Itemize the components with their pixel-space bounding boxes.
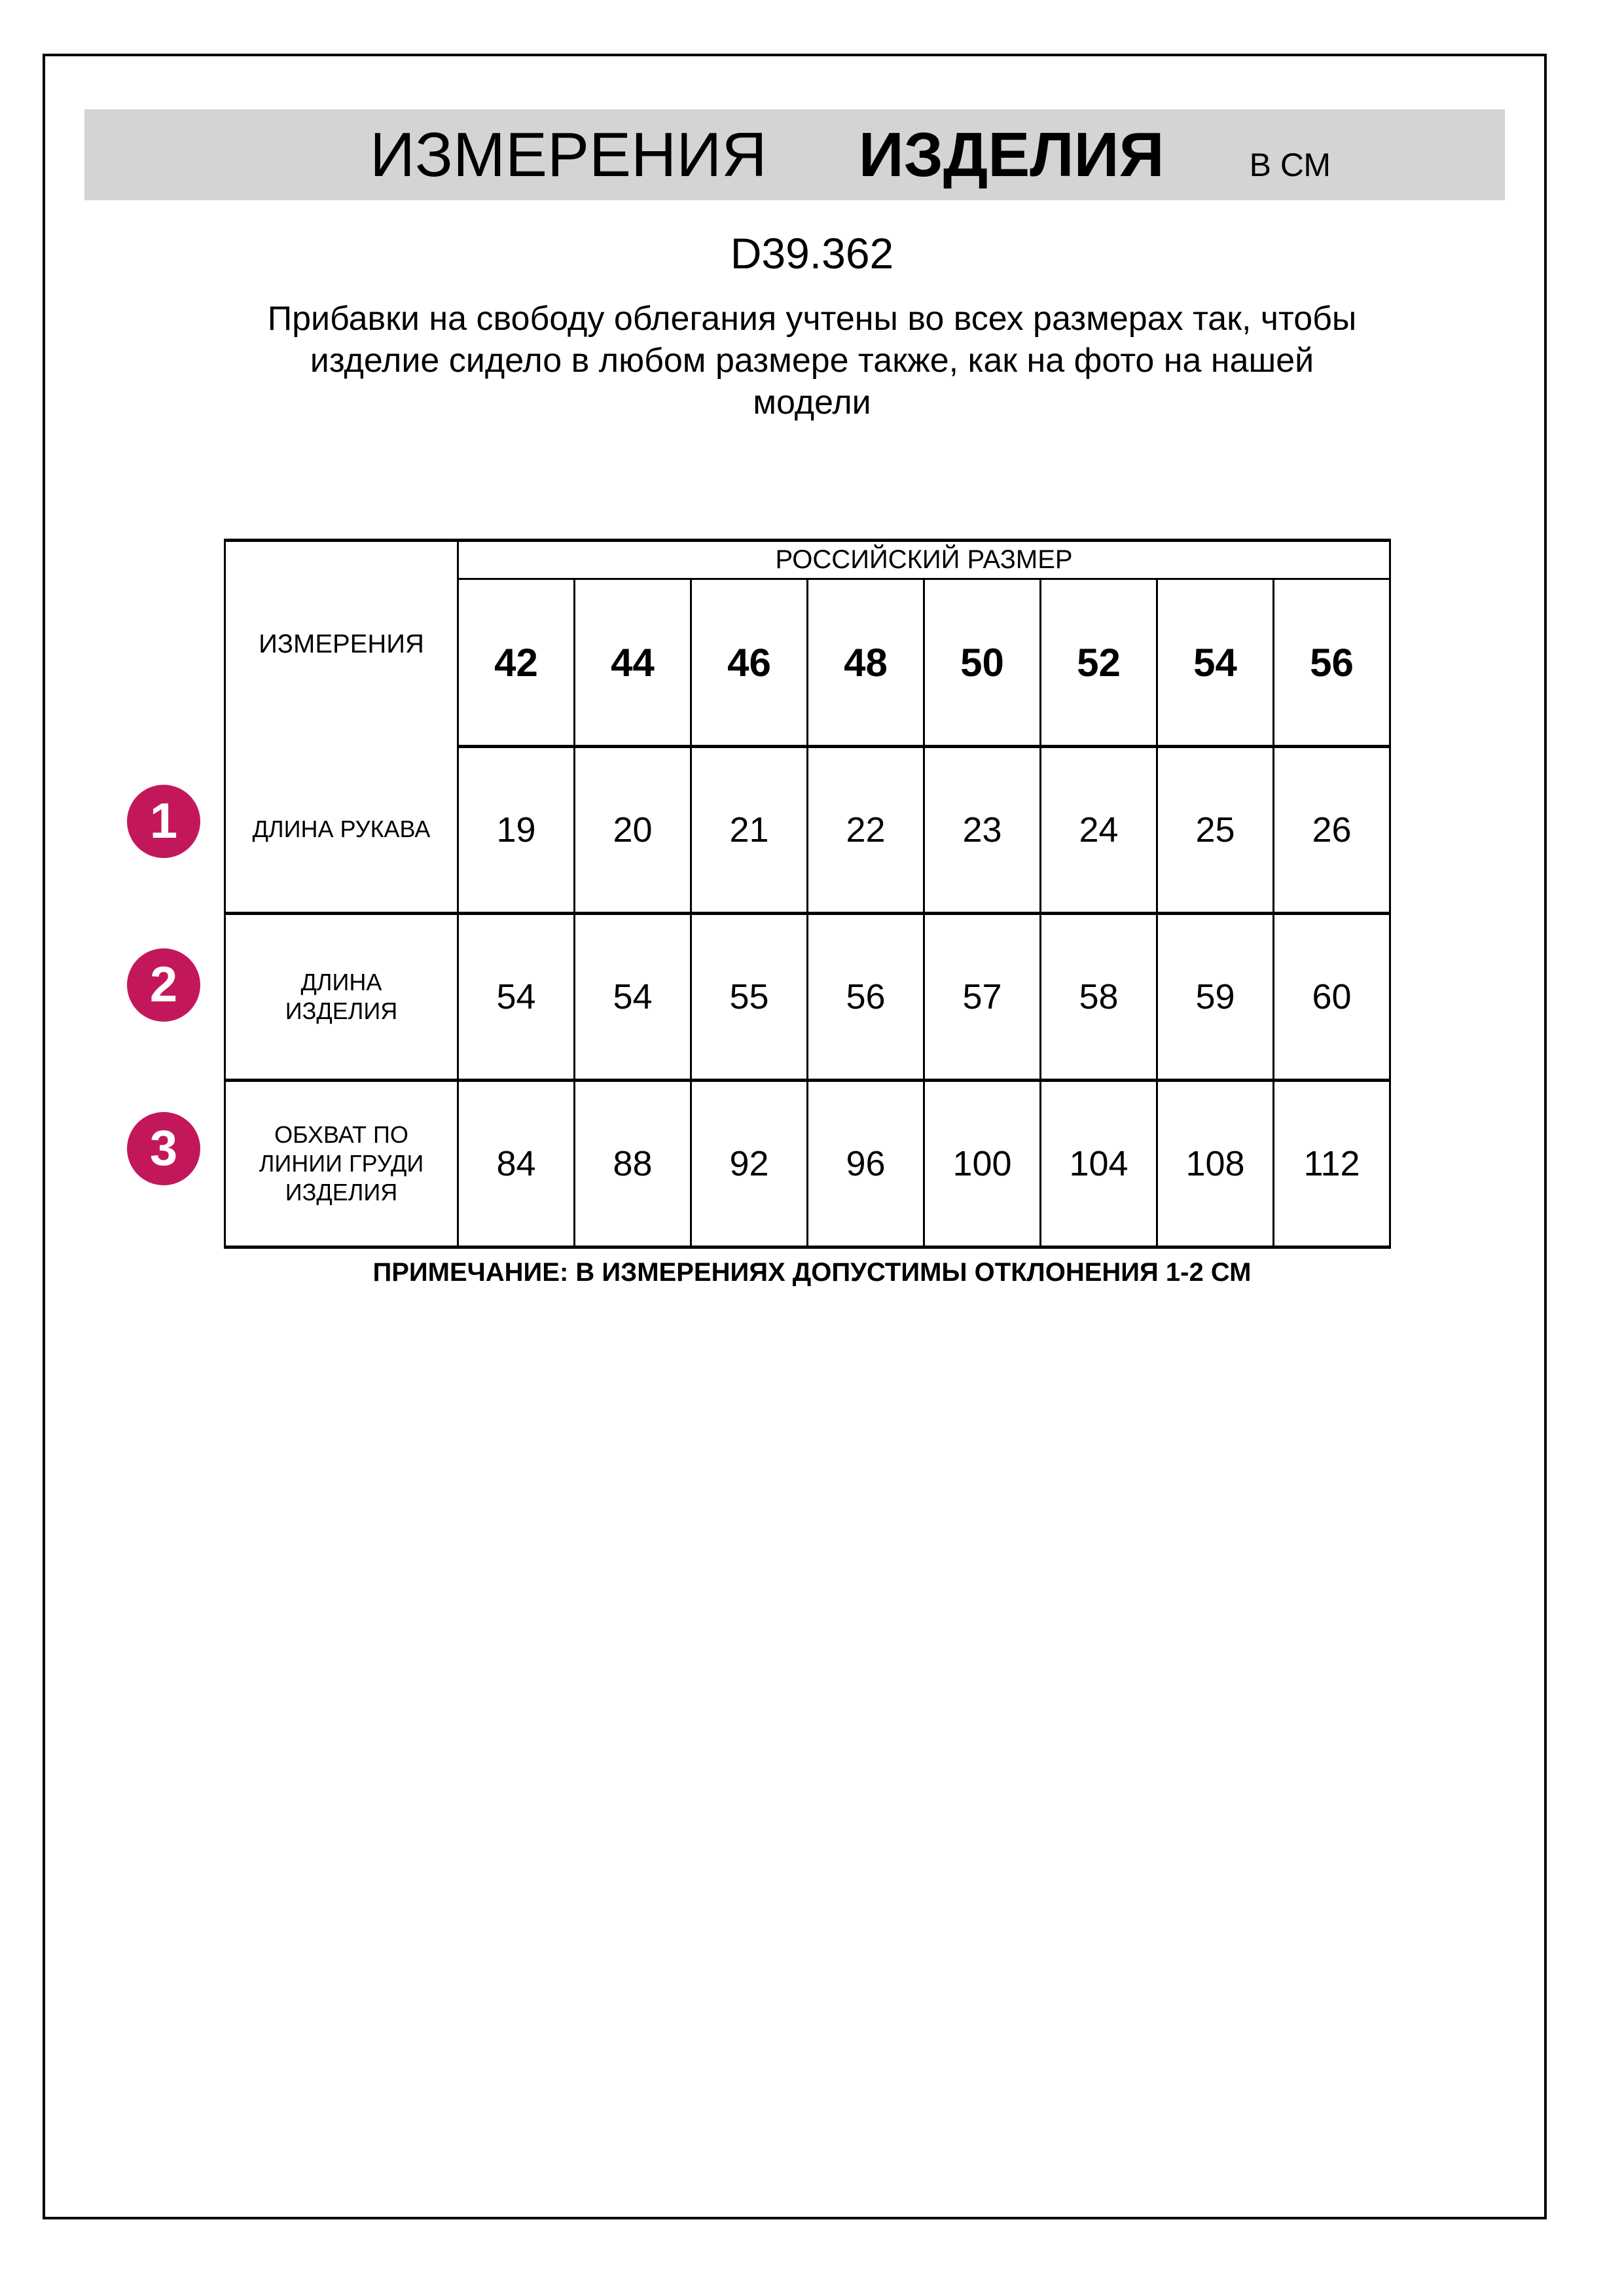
measurements-header-cell: ИЗМЕРЕНИЯ [225, 541, 458, 747]
value-cell: 59 [1157, 914, 1274, 1081]
fit-description [0, 298, 1624, 423]
title-measurements: ИЗМЕРЕНИЯ [370, 120, 767, 190]
label-line: ОБХВАТ ПО [274, 1121, 408, 1148]
size-chart-table [224, 539, 1391, 1249]
table-row-sleeve-length [225, 747, 1390, 914]
description-line: Прибавки на свободу облегания учтены во всех размерах так, чтобы [267, 300, 1357, 338]
size-cell: 42 [458, 579, 575, 747]
russian-size-header-cell: РОССИЙСКИЙ РАЗМЕР [458, 541, 1390, 579]
value-cell: 25 [1157, 747, 1274, 914]
value-cell: 20 [575, 747, 691, 914]
label-line: ИЗДЕЛИЯ [285, 997, 398, 1024]
title-units: В СМ [1249, 147, 1331, 183]
value-cell: 26 [1274, 747, 1390, 914]
measurement-label-cell [225, 914, 458, 1081]
table-row-chest-girth [225, 1081, 1390, 1247]
size-cell: 52 [1041, 579, 1157, 747]
row-number-badge-2: 2 [127, 948, 200, 1022]
value-cell: 96 [808, 1081, 924, 1247]
value-cell: 84 [458, 1081, 575, 1247]
size-cell: 46 [691, 579, 808, 747]
label-line: ИЗДЕЛИЯ [285, 1179, 398, 1206]
value-cell: 21 [691, 747, 808, 914]
description-line: модели [753, 384, 871, 422]
value-cell: 57 [924, 914, 1041, 1081]
value-cell: 92 [691, 1081, 808, 1247]
size-cell: 44 [575, 579, 691, 747]
size-cell: 54 [1157, 579, 1274, 747]
value-cell: 56 [808, 914, 924, 1081]
title-product: ИЗДЕЛИЯ [858, 120, 1164, 190]
size-cell: 56 [1274, 579, 1390, 747]
value-cell: 19 [458, 747, 575, 914]
value-cell: 54 [458, 914, 575, 1081]
label-line: ДЛИНА [300, 969, 382, 996]
value-cell: 55 [691, 914, 808, 1081]
value-cell: 112 [1274, 1081, 1390, 1247]
value-cell: 60 [1274, 914, 1390, 1081]
label-line: ДЛИНА РУКАВА [252, 815, 431, 842]
tolerance-note: ПРИМЕЧАНИЕ: В ИЗМЕРЕНИЯХ ДОПУСТИМЫ ОТКЛОНЕНИЯ 1-2 СМ [372, 1258, 1252, 1287]
value-cell: 54 [575, 914, 691, 1081]
value-cell: 22 [808, 747, 924, 914]
measurement-label-cell [225, 747, 458, 914]
row-number-badge-1: 1 [127, 785, 200, 858]
row-number-badge-3: 3 [127, 1112, 200, 1185]
value-cell: 23 [924, 747, 1041, 914]
size-cell: 50 [924, 579, 1041, 747]
value-cell: 24 [1041, 747, 1157, 914]
label-line: ЛИНИИ ГРУДИ [259, 1150, 424, 1177]
table-row-product-length [225, 914, 1390, 1081]
value-cell: 104 [1041, 1081, 1157, 1247]
table-row-russian-size [225, 541, 1390, 579]
value-cell: 58 [1041, 914, 1157, 1081]
description-line: изделие сидело в любом размере также, как на фото на нашей [310, 342, 1314, 380]
size-cell: 48 [808, 579, 924, 747]
value-cell: 100 [924, 1081, 1041, 1247]
product-code: D39.362 [730, 229, 894, 278]
value-cell: 88 [575, 1081, 691, 1247]
value-cell: 108 [1157, 1081, 1274, 1247]
title-banner [84, 109, 1505, 200]
measurement-label-cell [225, 1081, 458, 1247]
